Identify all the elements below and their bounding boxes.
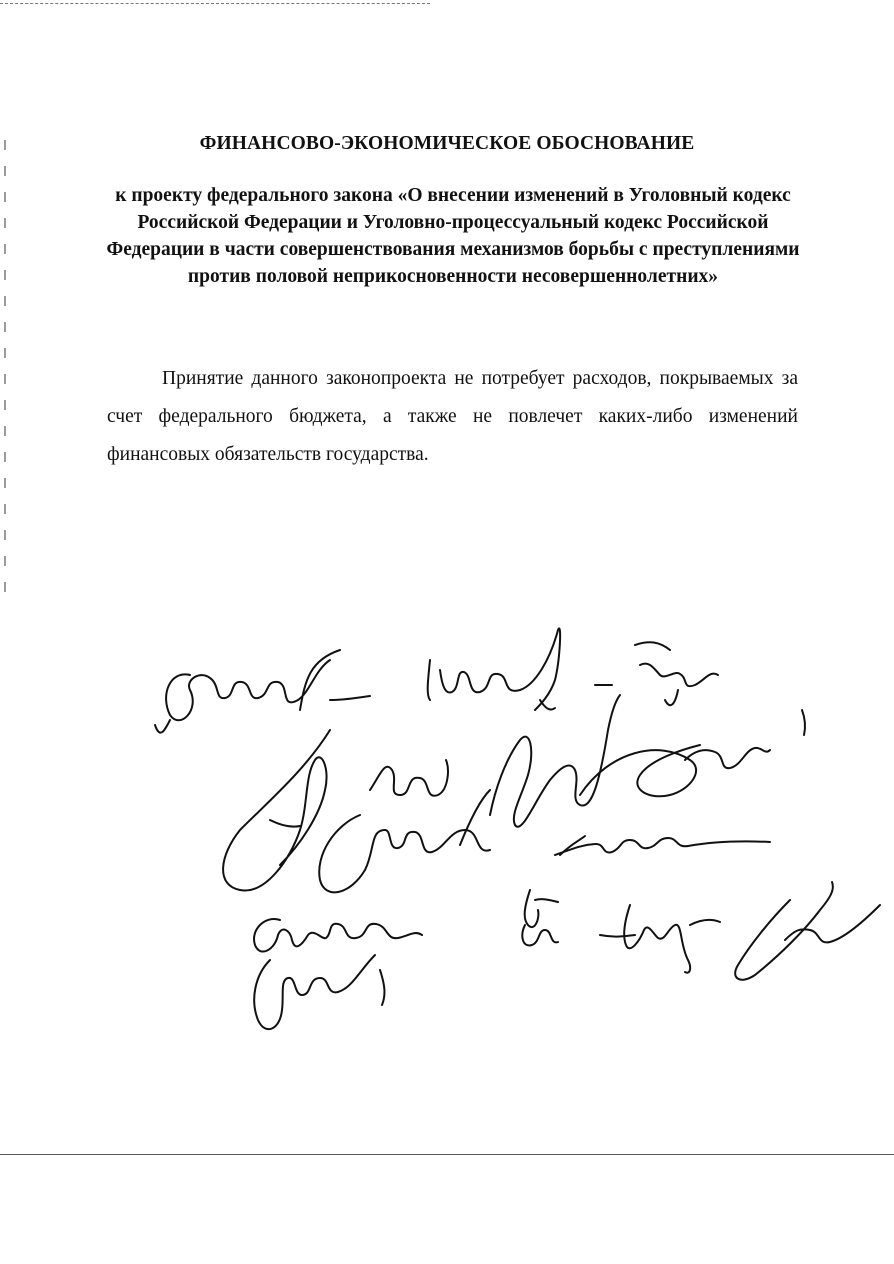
signature-11 — [735, 882, 880, 980]
signature-10 — [600, 905, 720, 973]
signature-4 — [223, 730, 448, 890]
signature-6 — [319, 790, 490, 892]
signature-5 — [490, 695, 805, 827]
document-body: Принятие данного законопроекта не потребует расходов, покрываемых за счет федерального бюджета, а также не повлечет каких-либо изменений финансовых обязательств государства. — [107, 368, 798, 465]
signature-2 — [428, 628, 560, 710]
signature-1 — [155, 650, 370, 733]
signature-8 — [254, 919, 422, 1029]
scan-bottom-line — [0, 1154, 894, 1155]
signature-7 — [555, 836, 770, 855]
scan-margin-marks — [4, 140, 6, 600]
document-subtitle: к проекту федерального закона «О внесении изменений в Уголовный кодекс Российской Федерации и Уголовно-процессуальный кодекс Российской Федерации в части совершенствования механизмов борьбы с преступлениями против половой неприкосновенности несовершеннолетних» — [106, 185, 800, 287]
scan-edge-line — [0, 3, 430, 4]
handwritten-signatures — [130, 600, 890, 1060]
signature-9 — [522, 890, 558, 945]
signature-3 — [595, 642, 718, 705]
document-title: ФИНАНСОВО-ЭКОНОМИЧЕСКОЕ ОБОСНОВАНИЕ — [199, 133, 695, 154]
